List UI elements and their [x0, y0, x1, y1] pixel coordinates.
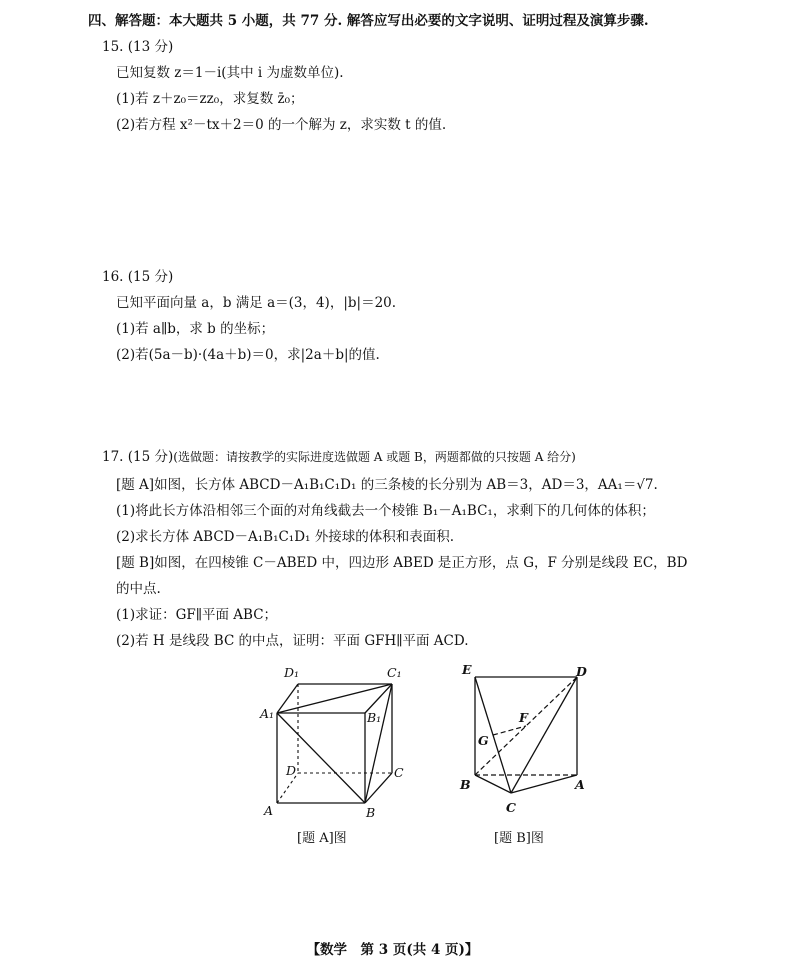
figure-b-label-e: E — [462, 662, 472, 677]
figure-b-label-b: B — [460, 777, 471, 792]
q16-part2: (2)若(5a－b)·(4a＋b)＝0，求|2a＋b|的值. — [116, 347, 380, 363]
q16-part1: (1)若 a∥b，求 b 的坐标； — [116, 321, 275, 337]
figure-a-caption: [题 A]图 — [297, 831, 347, 846]
q17-b-stem-line1: [题 B]如图，在四棱锥 C－ABED 中，四边形 ABED 是正方形，点 G，F 分别是线段 EC，BD — [116, 555, 688, 571]
q17-b-stem-line2: 的中点. — [116, 581, 161, 597]
q16-heading: 16. (15 分) — [102, 269, 174, 285]
figure-b-label-c: C — [506, 800, 516, 815]
figure-a-label-b: B — [366, 805, 376, 820]
q15-heading: 15. (13 分) — [102, 39, 174, 55]
figure-b-caption: [题 B]图 — [494, 831, 544, 846]
figure-a-label-d: D — [286, 763, 297, 778]
section-header: 四、解答题：本大题共 5 小题，共 77 分. 解答应写出必要的文字说明、证明过程及演算步骤. — [88, 13, 649, 29]
q17-b-part2: (2)若 H 是线段 BC 的中点，证明：平面 GFH∥平面 ACD. — [116, 633, 469, 649]
figure-a-label-c1: C₁ — [387, 665, 402, 680]
figure-b-label-f: F — [519, 710, 528, 725]
q15-part2: (2)若方程 x²－tx＋2＝0 的一个解为 z，求实数 t 的值. — [116, 117, 447, 133]
q17-heading — [102, 448, 576, 466]
figure-b-label-d: D — [576, 664, 587, 679]
figure-a-cuboid — [250, 660, 420, 825]
q16-stem: 已知平面向量 a，b 满足 a＝(3，4)，|b|＝20. — [116, 295, 397, 311]
figure-b-pyramid — [455, 660, 595, 825]
q17-a-part2: (2)求长方体 ABCD－A₁B₁C₁D₁ 外接球的体积和表面积. — [116, 529, 455, 545]
q17-a-stem: [题 A]如图，长方体 ABCD－A₁B₁C₁D₁ 的三条棱的长分别为 AB＝3，AD＝3，AA₁＝√7. — [116, 477, 658, 493]
q17-a-part1: (1)将此长方体沿相邻三个面的对角线截去一个棱锥 B₁－A₁BC₁，求剩下的几何体的体积； — [116, 503, 655, 519]
q17-b-part1: (1)求证：GF∥平面 ABC； — [116, 607, 278, 623]
q17-number: 17. (15 分) — [102, 449, 174, 465]
figure-a-label-c: C — [394, 765, 404, 780]
figure-b-label-a: A — [575, 777, 585, 792]
figure-a-label-a1: A₁ — [260, 706, 275, 721]
page-footer: 【数学 第 3 页(共 4 页)】 — [306, 942, 479, 958]
figure-a-label-d1: D₁ — [284, 665, 300, 680]
figure-a-label-b1: B₁ — [367, 710, 382, 725]
q15-part1: (1)若 z＋z₀＝zz₀，求复数 z̄₀； — [116, 91, 304, 107]
q17-note: (选做题：请按教学的实际进度选做题 A 或题 B，两题都做的只按题 A 给分) — [173, 450, 576, 464]
figure-a-label-a: A — [264, 803, 274, 818]
q15-stem: 已知复数 z＝1－i(其中 i 为虚数单位). — [116, 65, 344, 81]
figure-b-label-g: G — [478, 733, 489, 748]
